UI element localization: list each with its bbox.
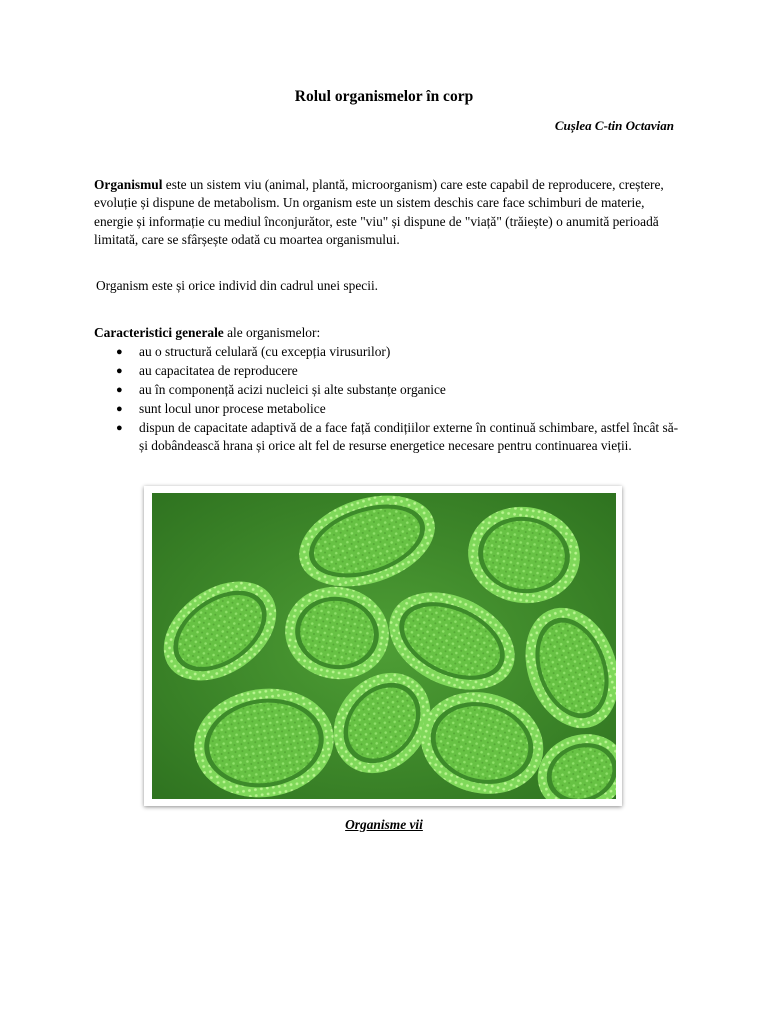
virus-micrograph-image — [152, 493, 616, 799]
virus-micrograph-figure — [144, 486, 622, 806]
intro-text: este un sistem viu (animal, plantă, microorganism) care este capabil de reproducere, creștere, evoluție și dispune de metabolism. Un organism este un sistem deschis care face schimburi de materie, energie și informație cu mediul înconjurător, este "viu" și dispune de "viață" (trăiește) o anumită perioadă limitată, care se sfârșește odată cu moartea organismului. — [94, 177, 664, 248]
list-item-text: sunt locul unor procese metabolice — [139, 401, 326, 416]
bullet-icon: ● — [116, 403, 123, 415]
list-item — [94, 343, 684, 361]
characteristics-list — [94, 343, 684, 456]
bullet-icon: ● — [116, 346, 123, 358]
list-item — [94, 362, 684, 380]
species-paragraph: Organism este și orice individ din cadrul unei specii. — [96, 278, 379, 293]
intro-bold-lead: Organismul — [94, 177, 163, 192]
list-item — [94, 381, 684, 399]
list-item-text: au în componență acizi nucleici și alte substanțe organice — [139, 382, 446, 397]
intro-paragraph — [94, 176, 678, 250]
list-item-text: au o structură celulară (cu excepția virusurilor) — [139, 344, 391, 359]
bullet-icon: ● — [116, 365, 123, 377]
bullet-icon: ● — [116, 422, 123, 434]
characteristics-heading-text: ale organismelor: — [223, 325, 321, 340]
list-item — [94, 419, 684, 456]
figure-caption: Organisme vii — [345, 817, 423, 832]
list-item-text: au capacitatea de reproducere — [139, 363, 298, 378]
page-title: Rolul organismelor în corp — [294, 88, 474, 105]
bullet-icon: ● — [116, 384, 123, 396]
characteristics-bold-lead: Caracteristici generale — [94, 325, 224, 340]
list-item — [94, 400, 684, 418]
list-item-text: dispun de capacitate adaptivă de a face față condițiilor externe în continuă schimbare, astfel încât să-și dobândească hrana și orice alt fel de resurse energetice necesare pentru continuarea vieții. — [139, 420, 679, 454]
characteristics-heading — [94, 324, 678, 342]
author-name: Cușlea C-tin Octavian — [554, 118, 674, 133]
